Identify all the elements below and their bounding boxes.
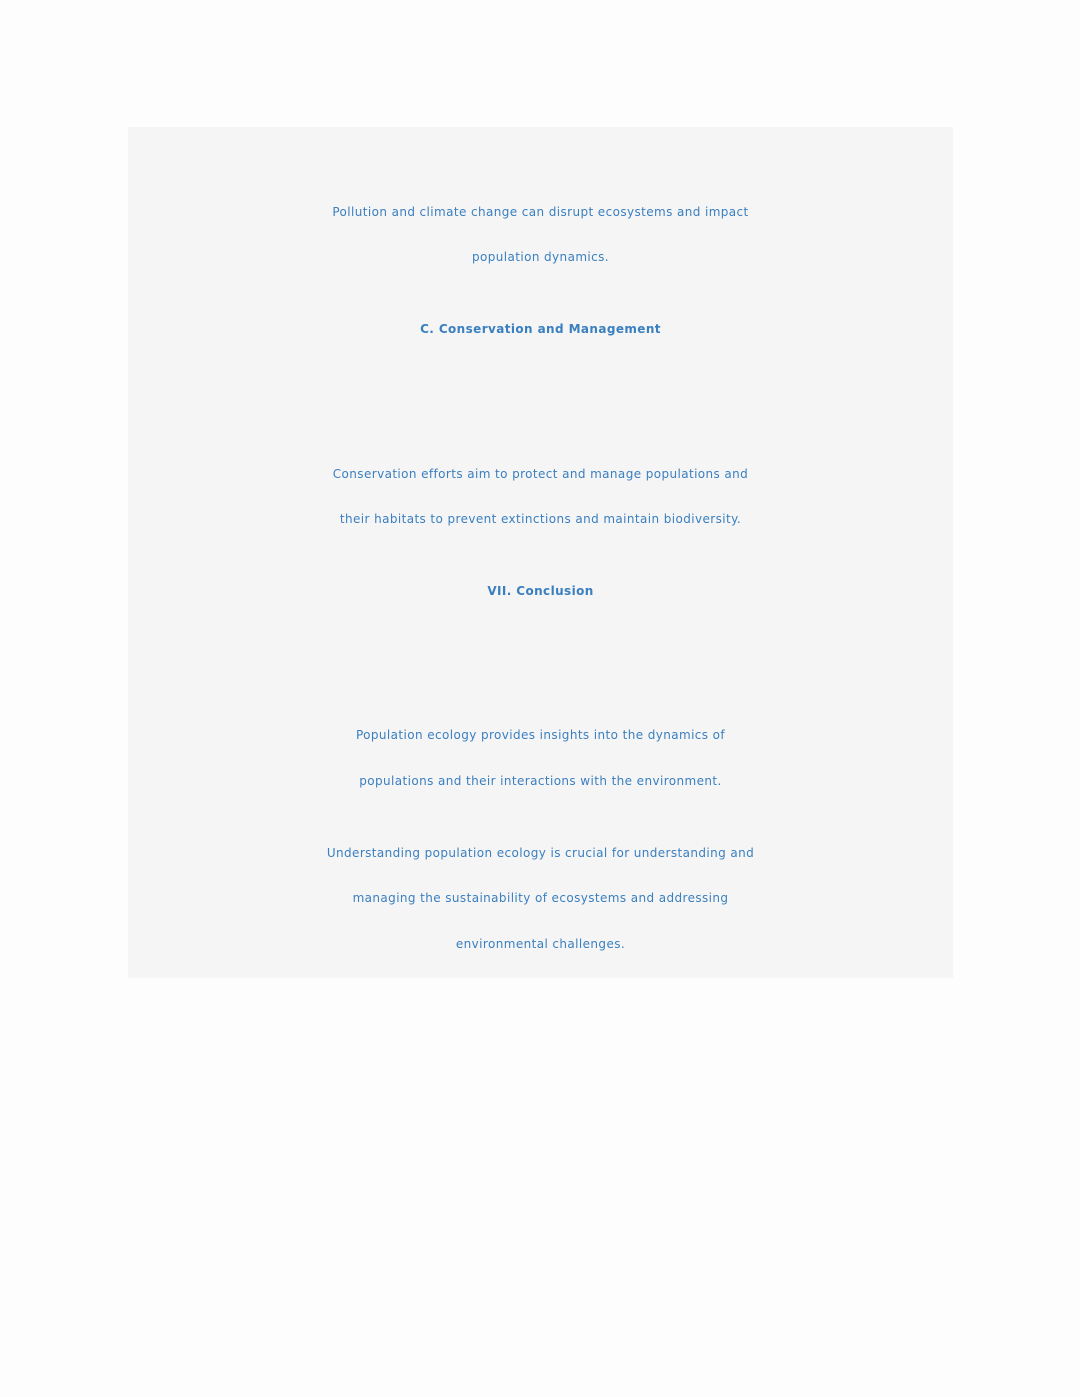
paragraph-insights-line-2: populations and their interactions with the environment. [359,774,722,788]
paragraph-understanding-line-3: environmental challenges. [455,937,626,951]
paragraph-pollution-line-2: population dynamics. [471,250,610,264]
paragraph-conservation-line-1: Conservation efforts aim to protect and manage populations and [332,467,749,481]
content-card [128,127,953,978]
section-heading-conclusion: VII. Conclusion [487,584,594,598]
section-heading-conservation: C. Conservation and Management [420,322,661,336]
paragraph-understanding-line-2: managing the sustainability of ecosystems and addressing [352,891,729,905]
paragraph-conservation-line-2: their habitats to prevent extinctions and maintain biodiversity. [339,512,742,526]
paragraph-pollution-line-1: Pollution and climate change can disrupt ecosystems and impact [332,205,749,219]
paragraph-understanding-line-1: Understanding population ecology is crucial for understanding and [326,846,755,860]
paragraph-insights-line-1: Population ecology provides insights into the dynamics of [355,728,726,742]
